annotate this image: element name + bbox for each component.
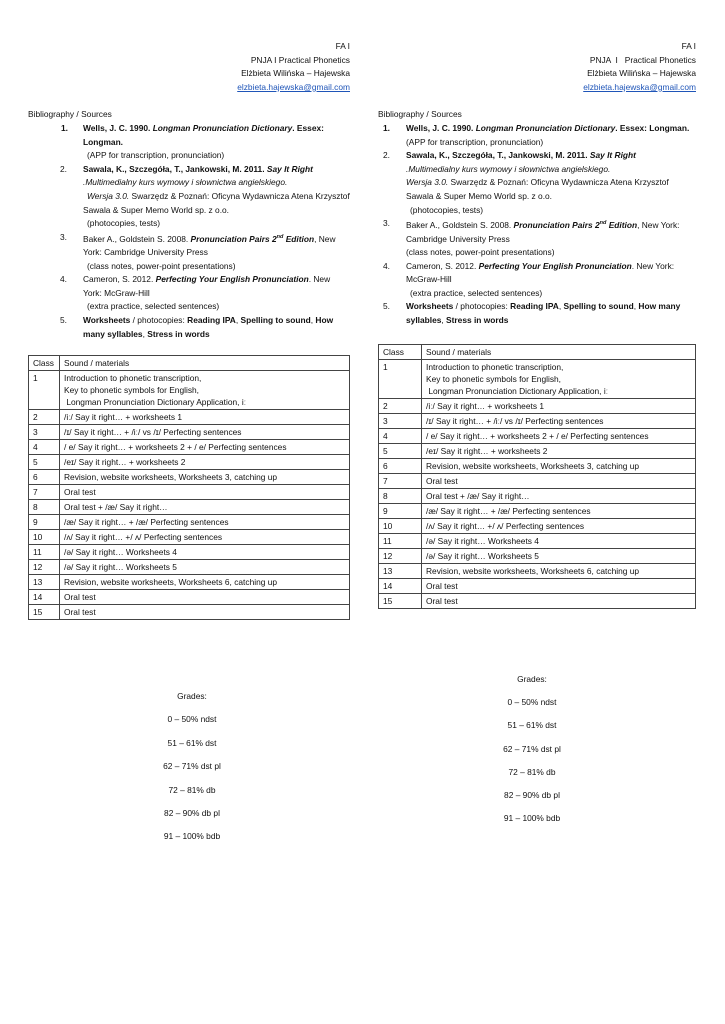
table-row: 5 /eɪ/ Say it right… + worksheets 2 — [29, 455, 350, 470]
table-row: 10 /ʌ/ Say it right… +/ ʌ/ Perfecting sentences — [379, 518, 696, 533]
table-row: 15 Oral test — [379, 593, 696, 608]
table-row: 6 Revision, website worksheets, Worksheets 3, catching up — [29, 470, 350, 485]
bib-item: 2. Sawala, K., Szczegóła, T., Jankowski, M. 2011. Say It Right .Multimedialny kurs wymowy i słownictwa angielskiego. Wersja 3.0. Swarzędz & Poznań: Oficyna Wydawnicza Atena Krzysztof Sawala & Super Memo World sp. z o.o. (photocopies, tests) — [383, 150, 669, 215]
teacher-name: Elżbieta Wilińska – Hajewska — [241, 68, 350, 79]
table-row: 1 Introduction to phonetic transcription, Key to phonetic symbols for English, Longman Pronunciation Dictionary Application, iː — [379, 359, 696, 398]
grade-item: 91 – 100% bdb — [503, 813, 561, 824]
table-row: 5 /eɪ/ Say it right… + worksheets 2 — [379, 443, 696, 458]
table-row: 4 / e/ Say it right… + worksheets 2 + / e/ Perfecting sentences — [29, 440, 350, 455]
left-copy — [28, 40, 350, 620]
email-link[interactable]: elzbieta.hajewska@gmail.com — [237, 81, 350, 92]
grade-item: 62 – 71% dst pl — [163, 761, 221, 772]
grades-left — [132, 691, 252, 855]
table-row: 7 Oral test — [29, 485, 350, 500]
bibliography-title: Bibliography / Sources — [28, 109, 112, 120]
table-row: 3 /ɪ/ Say it right… + /iː/ vs /ɪ/ Perfecting sentences — [29, 425, 350, 440]
table-row: 12 /ə/ Say it right… Worksheets 5 — [29, 560, 350, 575]
table-row: 7 Oral test — [379, 473, 696, 488]
grade-item: 0 – 50% ndst — [167, 714, 217, 725]
schedule-table — [28, 355, 350, 620]
header — [28, 40, 350, 94]
table-row: 13 Revision, website worksheets, Worksheets 6, catching up — [29, 575, 350, 590]
table-row: 14 Oral test — [29, 590, 350, 605]
bib-item: 4. Cameron, S. 2012. Perfecting Your English Pronunciation. New York: McGraw-Hill (extra practice, selected sentences) — [383, 260, 675, 298]
bib-item: 3. Baker A., Goldstein S. 2008. Pronunciation Pairs 2nd Edition, New York: Cambridge University Press (class notes, power-point presentations) — [60, 231, 336, 271]
bib-item: 2. Sawala, K., Szczegóła, T., Jankowski, M. 2011. Say It Right .Multimedialny kurs wymowy i słownictwa angielskiego. Wersja 3.0. Swarzędz & Poznań: Oficyna Wydawnicza Atena Krzysztof Sawala & Super Memo World sp. z o.o. (photocopies, tests) — [60, 163, 350, 229]
table-row: 1 Introduction to phonetic transcription, Key to phonetic symbols for English, Longman Pronunciation Dictionary Application, iː — [29, 371, 350, 410]
bibliography-title: Bibliography / Sources — [378, 109, 462, 120]
grade-item: 72 – 81% db — [508, 766, 556, 777]
teacher-name: Elżbieta Wilińska – Hajewska — [587, 68, 696, 79]
bib-item: 5. Worksheets / photocopies: Reading IPA, Spelling to sound, How many syllables, Stress in words — [383, 301, 681, 326]
table-row: 12 /ə/ Say it right… Worksheets 5 — [379, 548, 696, 563]
level: FA I — [681, 41, 696, 51]
bib-item: 1. Wells, J. C. 1990. Longman Pronunciation Dictionary. Essex: Longman. (APP for transcription, pronunciation) — [61, 122, 324, 161]
grade-item: 51 – 61% dst — [167, 737, 217, 748]
bib-item: 3. Baker A., Goldstein S. 2008. Pronunciation Pairs 2nd Edition, New York: Cambridge University Press (class notes, power-point presentations) — [383, 218, 680, 258]
table-row: 10 /ʌ/ Say it right… +/ ʌ/ Perfecting sentences — [29, 530, 350, 545]
header — [378, 40, 696, 94]
grade-item: 72 – 81% db — [168, 784, 216, 795]
table-row: 11 /ə/ Say it right… Worksheets 4 — [29, 545, 350, 560]
table-row: 3 /ɪ/ Say it right… + /iː/ vs /ɪ/ Perfecting sentences — [379, 413, 696, 428]
table-row: 9 /æ/ Say it right… + /æ/ Perfecting sentences — [29, 515, 350, 530]
course-title: PNJA I Practical Phonetics — [250, 54, 350, 65]
table-row: 2 /iː/ Say it right… + worksheets 1 — [29, 410, 350, 425]
table-row: 8 Oral test + /æ/ Say it right… — [379, 488, 696, 503]
bib-item: 4. Cameron, S. 2012. Perfecting Your English Pronunciation. New York: McGraw-Hill (extra practice, selected sentences) — [60, 274, 331, 312]
bib-item: 5. Worksheets / photocopies: Reading IPA, Spelling to sound, How many syllables, Stress in words — [60, 315, 334, 339]
grades-right — [472, 674, 592, 836]
table-row: 11 /ə/ Say it right… Worksheets 4 — [379, 533, 696, 548]
table-row: 14 Oral test — [379, 578, 696, 593]
schedule-table — [378, 344, 696, 609]
bib-item: 1. Wells, J. C. 1990. Longman Pronunciation Dictionary. Essex: Longman. (APP for transcription, pronunciation) — [383, 122, 690, 147]
grade-item: 82 – 90% db pl — [504, 789, 560, 800]
bibliography-list — [378, 122, 696, 328]
grade-item: 82 – 90% db pl — [164, 807, 220, 818]
grade-item: 0 – 50% ndst — [507, 697, 557, 708]
grade-item: 51 – 61% dst — [507, 720, 557, 731]
grade-item: 62 – 71% dst pl — [503, 743, 561, 754]
bibliography-list — [28, 122, 350, 341]
table-row: 13 Revision, website worksheets, Worksheets 6, catching up — [379, 563, 696, 578]
table-header: Class Sound / materials — [379, 344, 696, 359]
grades-title: Grades: — [517, 674, 547, 684]
table-row: 15 Oral test — [29, 605, 350, 620]
grade-item: 91 – 100% bdb — [163, 831, 221, 842]
level: FA I — [335, 41, 350, 51]
table-row: 9 /æ/ Say it right… + /æ/ Perfecting sentences — [379, 503, 696, 518]
right-copy — [378, 40, 696, 609]
course-title: PNJA I Practical Phonetics — [589, 54, 696, 65]
email-link[interactable]: elzbieta.hajewska@gmail.com — [583, 81, 696, 92]
table-row: 4 / e/ Say it right… + worksheets 2 + / e/ Perfecting sentences — [379, 428, 696, 443]
table-row: 6 Revision, website worksheets, Worksheets 3, catching up — [379, 458, 696, 473]
table-header: Class Sound / materials — [29, 356, 350, 371]
table-row: 2 /iː/ Say it right… + worksheets 1 — [379, 398, 696, 413]
table-row: 8 Oral test + /æ/ Say it right… — [29, 500, 350, 515]
grades-title: Grades: — [177, 691, 207, 701]
